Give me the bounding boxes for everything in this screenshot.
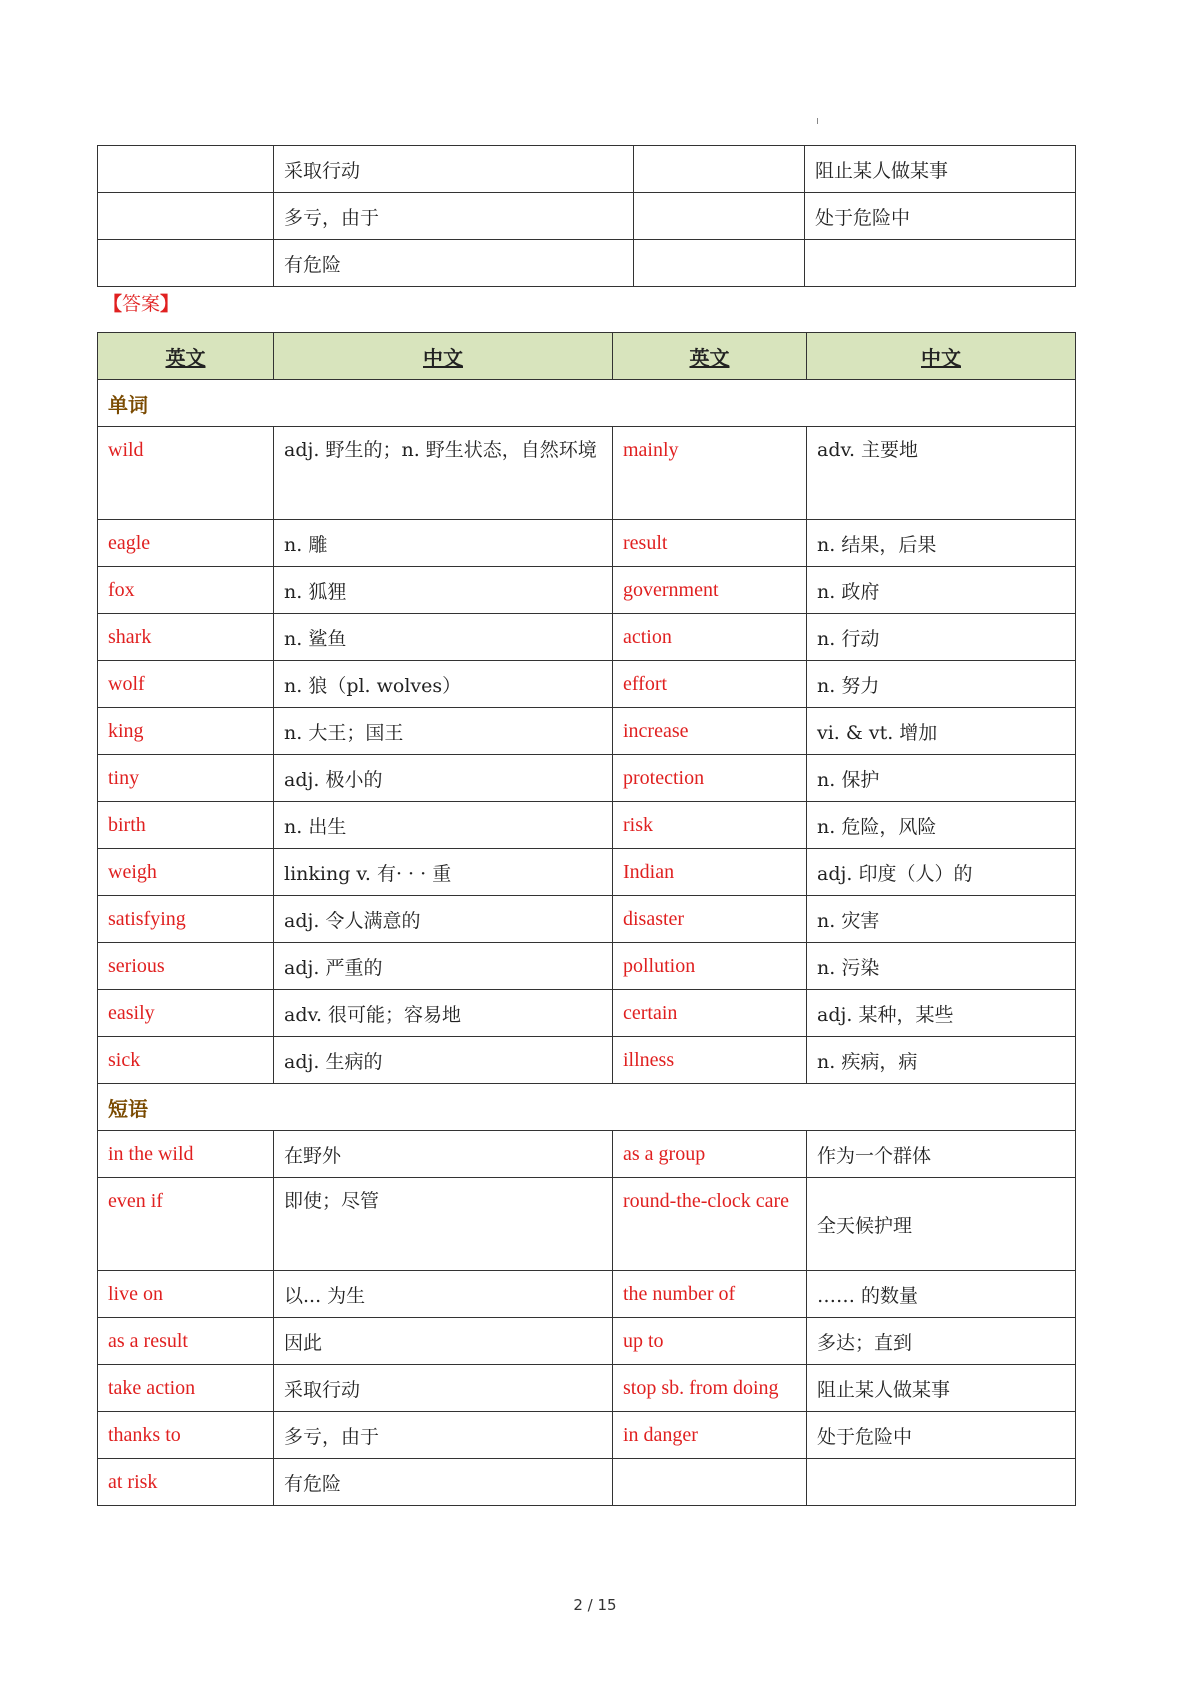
english-term: action (613, 614, 807, 661)
english-term: illness (613, 1037, 807, 1084)
english-term: increase (613, 708, 807, 755)
cell (634, 193, 805, 240)
table-row (98, 708, 1076, 755)
table-row (98, 240, 1076, 287)
chinese-meaning: 多达；直到 (807, 1318, 1076, 1365)
chinese-meaning: adj. 野生的；n. 野生状态，自然环境 (274, 427, 613, 520)
english-term: pollution (613, 943, 807, 990)
english-term: risk (613, 802, 807, 849)
chinese-meaning: …… 的数量 (807, 1271, 1076, 1318)
table-row (98, 1318, 1076, 1365)
cell: 处于危险中 (805, 193, 1076, 240)
english-term: result (613, 520, 807, 567)
section-row-words (98, 380, 1076, 427)
english-term: shark (98, 614, 274, 661)
english-term: effort (613, 661, 807, 708)
english-term: sick (98, 1037, 274, 1084)
chinese-meaning: n. 疾病，病 (807, 1037, 1076, 1084)
english-term: wild (98, 427, 274, 520)
english-term: live on (98, 1271, 274, 1318)
chinese-meaning: n. 灾害 (807, 896, 1076, 943)
table-row (98, 943, 1076, 990)
cell (98, 240, 274, 287)
english-term: eagle (98, 520, 274, 567)
chinese-meaning: vi. & vt. 增加 (807, 708, 1076, 755)
header-row (98, 333, 1076, 380)
table-row (98, 849, 1076, 896)
cell (98, 146, 274, 193)
english-term: mainly (613, 427, 807, 520)
english-term: fox (98, 567, 274, 614)
top-table (97, 145, 1076, 287)
english-term: as a result (98, 1318, 274, 1365)
table-row (98, 1131, 1076, 1178)
section-title: 单词 (98, 380, 1076, 427)
english-term: king (98, 708, 274, 755)
chinese-meaning: adj. 某种，某些 (807, 990, 1076, 1037)
table-row (98, 802, 1076, 849)
chinese-meaning: 以... 为生 (274, 1271, 613, 1318)
chinese-meaning: adj. 生病的 (274, 1037, 613, 1084)
chinese-meaning: 即使；尽管 (274, 1178, 613, 1271)
page-mark (817, 118, 818, 124)
chinese-meaning: 全天候护理 (807, 1178, 1076, 1271)
english-term: take action (98, 1365, 274, 1412)
chinese-meaning: n. 狐狸 (274, 567, 613, 614)
chinese-meaning: 多亏，由于 (274, 1412, 613, 1459)
table-row (98, 567, 1076, 614)
table-row (98, 1037, 1076, 1084)
english-term: certain (613, 990, 807, 1037)
chinese-meaning: n. 污染 (807, 943, 1076, 990)
table-row (98, 146, 1076, 193)
english-term: weigh (98, 849, 274, 896)
chinese-meaning: n. 危险，风险 (807, 802, 1076, 849)
cell (98, 193, 274, 240)
section-title: 短语 (98, 1084, 1076, 1131)
chinese-meaning: n. 保护 (807, 755, 1076, 802)
answer-bracket-open: 【 (103, 293, 123, 315)
english-term: at risk (98, 1459, 274, 1506)
cell: 多亏，由于 (274, 193, 634, 240)
chinese-meaning: n. 大王；国王 (274, 708, 613, 755)
column-header: 英文 (98, 333, 274, 380)
chinese-meaning: adj. 极小的 (274, 755, 613, 802)
table-row (98, 896, 1076, 943)
english-term: government (613, 567, 807, 614)
chinese-meaning: adv. 很可能；容易地 (274, 990, 613, 1037)
english-term: in the wild (98, 1131, 274, 1178)
english-term: in danger (613, 1412, 807, 1459)
cell (805, 240, 1076, 287)
english-term: serious (98, 943, 274, 990)
chinese-meaning: n. 行动 (807, 614, 1076, 661)
chinese-meaning: linking v. 有· · · 重 (274, 849, 613, 896)
table-row (98, 1459, 1076, 1506)
chinese-meaning: 采取行动 (274, 1365, 613, 1412)
english-term: wolf (98, 661, 274, 708)
chinese-meaning: n. 狼（pl. wolves） (274, 661, 613, 708)
chinese-meaning: 处于危险中 (807, 1412, 1076, 1459)
english-term: protection (613, 755, 807, 802)
chinese-meaning: 在野外 (274, 1131, 613, 1178)
chinese-meaning: n. 努力 (807, 661, 1076, 708)
chinese-meaning: n. 结果，后果 (807, 520, 1076, 567)
cell (634, 240, 805, 287)
chinese-meaning: 因此 (274, 1318, 613, 1365)
chinese-meaning: 作为一个群体 (807, 1131, 1076, 1178)
table-row (98, 1365, 1076, 1412)
english-term: thanks to (98, 1412, 274, 1459)
page-number: 2 / 15 (573, 1596, 617, 1614)
english-term: disaster (613, 896, 807, 943)
chinese-meaning: 有危险 (274, 1459, 613, 1506)
english-term: as a group (613, 1131, 807, 1178)
cell: 有危险 (274, 240, 634, 287)
answer-bracket-close: 】 (160, 293, 180, 315)
english-term: even if (98, 1178, 274, 1271)
chinese-meaning: adj. 印度（人）的 (807, 849, 1076, 896)
table-row (98, 1412, 1076, 1459)
english-term: easily (98, 990, 274, 1037)
table-row (98, 990, 1076, 1037)
column-header: 中文 (274, 333, 613, 380)
chinese-meaning (807, 1459, 1076, 1506)
table-row (98, 661, 1076, 708)
table-row (98, 614, 1076, 661)
chinese-meaning: adv. 主要地 (807, 427, 1076, 520)
table-row (98, 427, 1076, 520)
table-row (98, 755, 1076, 802)
english-term: the number of (613, 1271, 807, 1318)
column-header: 英文 (613, 333, 807, 380)
chinese-meaning: adj. 令人满意的 (274, 896, 613, 943)
chinese-meaning: n. 鲨鱼 (274, 614, 613, 661)
answer-label (103, 289, 179, 316)
english-term: Indian (613, 849, 807, 896)
cell: 阻止某人做某事 (805, 146, 1076, 193)
english-term (613, 1459, 807, 1506)
answer-label-text: 答案 (122, 293, 161, 315)
english-term: birth (98, 802, 274, 849)
cell (634, 146, 805, 193)
chinese-meaning: n. 政府 (807, 567, 1076, 614)
table-row (98, 193, 1076, 240)
cell: 采取行动 (274, 146, 634, 193)
column-header: 中文 (807, 333, 1076, 380)
english-term: satisfying (98, 896, 274, 943)
table-row (98, 520, 1076, 567)
table-row (98, 1178, 1076, 1271)
chinese-meaning: 阻止某人做某事 (807, 1365, 1076, 1412)
chinese-meaning: n. 出生 (274, 802, 613, 849)
english-term: stop sb. from doing (613, 1365, 807, 1412)
english-term: tiny (98, 755, 274, 802)
english-term: round-the-clock care (613, 1178, 807, 1271)
chinese-meaning: n. 雕 (274, 520, 613, 567)
english-term: up to (613, 1318, 807, 1365)
table-row (98, 1271, 1076, 1318)
chinese-meaning: adj. 严重的 (274, 943, 613, 990)
section-row-phrases (98, 1084, 1076, 1131)
answer-table (97, 332, 1076, 1506)
